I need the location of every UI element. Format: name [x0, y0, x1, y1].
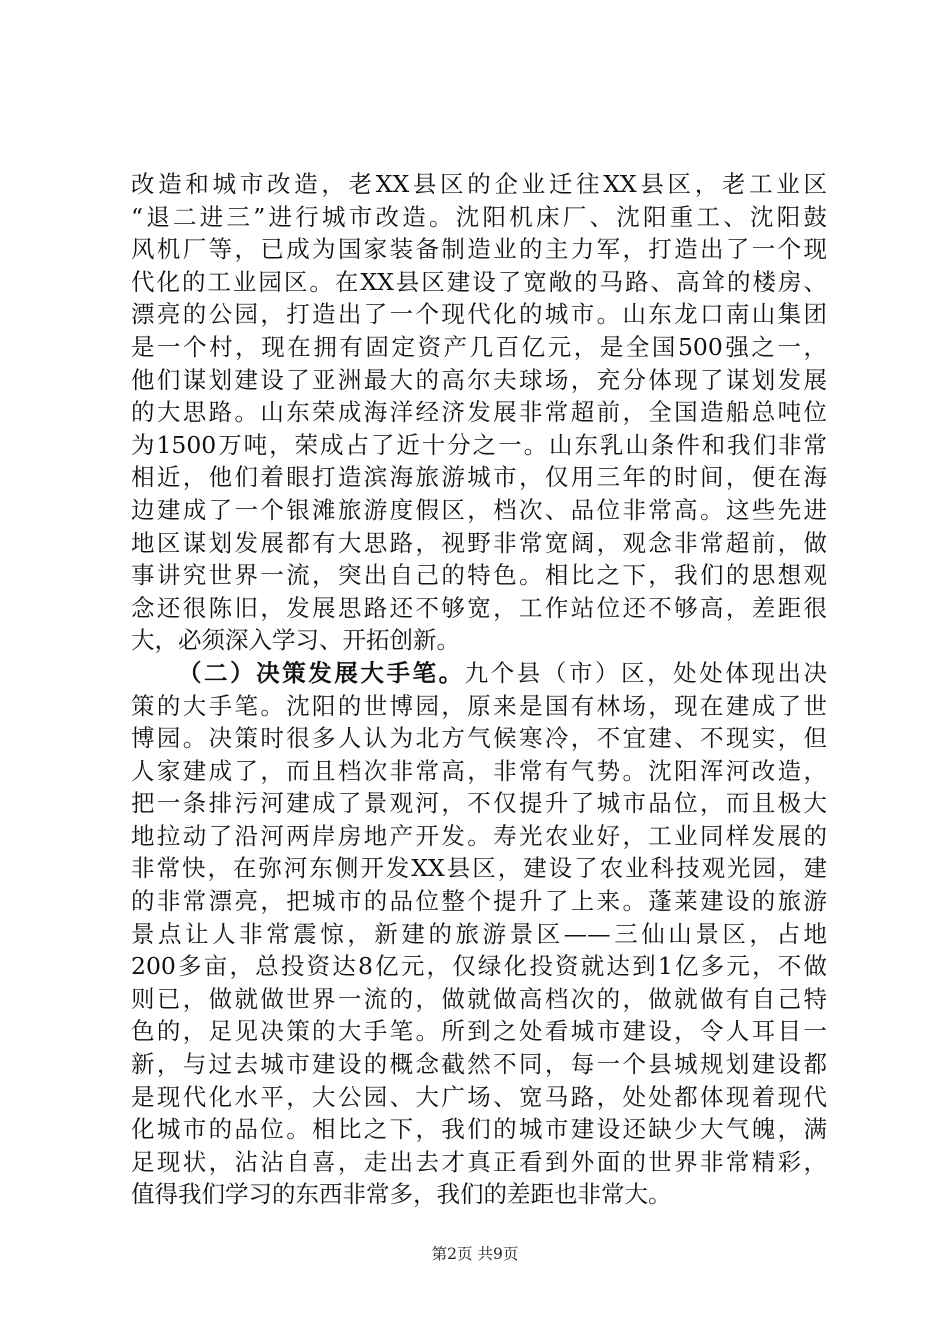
text-line: 为1500万吨，荣成占了近十分之一。山东乳山条件和我们非常 [131, 430, 827, 459]
text-line: 把一条排污河建成了景观河，不仅提升了城市品位，而且极大 [131, 789, 827, 818]
text-line: 则已，做就做世界一流的，做就做高档次的，做就做有自己特 [131, 984, 827, 1013]
text-line: 人家建成了，而且档次非常高，非常有气势。沈阳浑河改造， [131, 756, 827, 785]
section-heading: （二）决策发展大手笔。 [178, 658, 465, 687]
text-line: 大，必须深入学习、开拓创新。 [131, 626, 460, 655]
text-line: 是现代化水平，大公园、大广场、宽马路，处处都体现着现代 [131, 1082, 827, 1111]
text-line: 事讲究世界一流，突出自己的特色。相比之下，我们的思想观 [131, 561, 827, 590]
text-line: 博园。决策时很多人认为北方气候寒冷，不宜建、不现实，但 [131, 724, 827, 753]
text-line: 值得我们学习的东西非常多，我们的差距也非常大。 [131, 1180, 672, 1209]
document-body [131, 168, 827, 1211]
text-line: 非常快，在弥河东侧开发XX县区，建设了农业科技观光园，建 [131, 854, 827, 883]
text-line: 策的大手笔。沈阳的世博园，原来是国有林场，现在建成了世 [131, 691, 827, 720]
paragraph-2 [131, 657, 827, 1211]
paragraph-1 [131, 168, 827, 657]
paragraph-2-first-line [131, 657, 827, 690]
text-line: 化城市的品位。相比之下，我们的城市建设还缺少大气魄，满 [131, 1115, 827, 1144]
text-line: 的非常漂亮，把城市的品位整个提升了上来。蓬莱建设的旅游 [131, 887, 827, 916]
text-line: 他们谋划建设了亚洲最大的高尔夫球场，充分体现了谋划发展 [131, 365, 827, 394]
text-segment: 九个县（市）区，处处体现出决 [464, 658, 827, 687]
text-line: 足现状，沾沾自喜，走出去才真正看到外面的世界非常精彩， [131, 1147, 827, 1176]
text-line: “退二进三”进行城市改造。沈阳机床厂、沈阳重工、沈阳鼓 [131, 202, 827, 231]
text-line: 地区谋划发展都有大思路，视野非常宽阔，观念非常超前，做 [131, 528, 827, 557]
text-line: 风机厂等，已成为国家装备制造业的主力军，打造出了一个现 [131, 235, 827, 264]
text-line: 念还很陈旧，发展思路还不够宽，工作站位还不够高，差距很 [131, 593, 827, 622]
text-line: 漂亮的公园，打造出了一个现代化的城市。山东龙口南山集团 [131, 300, 827, 329]
text-line: 相近，他们着眼打造滨海旅游城市，仅用三年的时间，便在海 [131, 463, 827, 492]
text-line: 的大思路。山东荣成海洋经济发展非常超前，全国造船总吨位 [131, 398, 827, 427]
text-line: 代化的工业园区。在XX县区建设了宽敞的马路、高耸的楼房、 [131, 267, 827, 296]
text-line: 是一个村，现在拥有固定资产几百亿元，是全国500强之一， [131, 332, 827, 361]
text-line: 景点让人非常震惊，新建的旅游景区——三仙山景区，占地 [131, 919, 827, 948]
text-line: 边建成了一个银滩旅游度假区，档次、品位非常高。这些先进 [131, 495, 827, 524]
text-line: 新，与过去城市建设的概念截然不同，每一个县城规划建设都 [131, 1050, 827, 1079]
page-footer: 第2页 共9页 [431, 1245, 519, 1263]
text-line: 200多亩，总投资达8亿元，仅绿化投资就达到1亿多元，不做 [131, 952, 827, 981]
text-line: 改造和城市改造，老XX县区的企业迁往XX县区，老工业区 [131, 170, 827, 198]
text-line: 色的，足见决策的大手笔。所到之处看城市建设，令人耳目一 [131, 1017, 827, 1046]
text-line: 地拉动了沿河两岸房地产开发。寿光农业好，工业同样发展的 [131, 821, 827, 850]
